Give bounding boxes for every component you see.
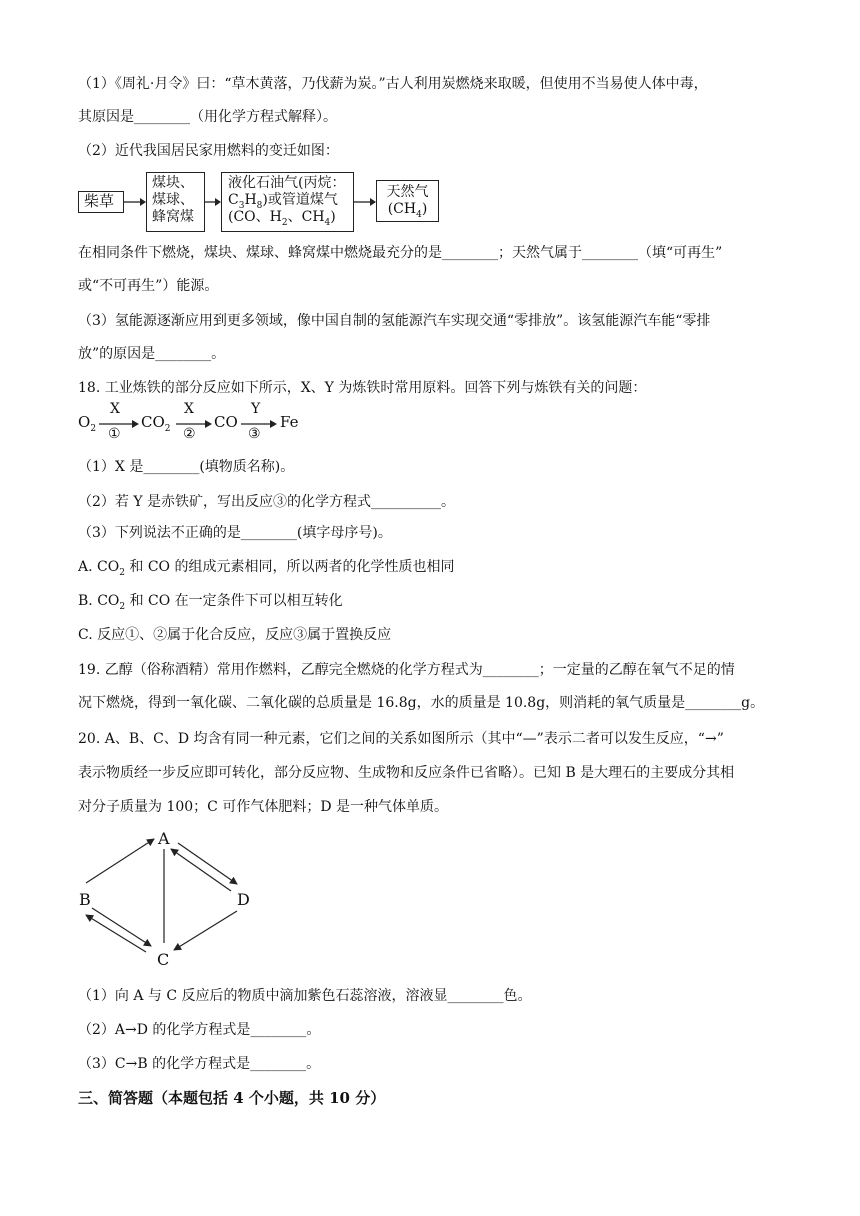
q20-part2: （2）A→D 的化学方程式是________。 — [78, 1022, 321, 1038]
q17-part3-line1: （3）氢能源逐渐应用到更多领域，像中国自制的氢能源汽车实现交通“零排放”。该氢能源汽车能“零排 — [78, 313, 711, 329]
q20-part3: （3）C→B 的化学方程式是________。 — [78, 1056, 321, 1072]
node-b: B — [79, 890, 91, 909]
q19-line1: 19. 乙醇（俗称酒精）常用作燃料，乙醇完全燃烧的化学方程式为________；一定量的乙醇在氧气不足的情 — [78, 662, 735, 678]
q18-part3: （3）下列说法不正确的是________(填字母序号)。 — [78, 525, 392, 541]
chain-x2: X — [184, 401, 194, 417]
q20-line3: 对分子质量为 100；C 可作气体肥料；D 是一种气体单质。 — [78, 799, 449, 815]
node-d: D — [237, 890, 250, 909]
chain-o2: $O_2$ — [78, 413, 97, 434]
q18-option-b: B. $CO_2$ 和 CO 在一定条件下可以相互转化 — [78, 593, 343, 612]
q18-option-a: A. $CO_2$ 和 CO 的组成元素相同，所以两者的化学性质也相同 — [78, 559, 455, 578]
q17-part2-line3: 或“不可再生”）能源。 — [78, 278, 219, 294]
coal-line-3: 蜂窝煤 — [152, 209, 194, 225]
q17-part3-line2: 放”的原因是________。 — [78, 346, 226, 362]
section-3-heading: 三、简答题（本题包括 4 个小题，共 10 分） — [78, 1089, 386, 1107]
chain-fe: Fe — [280, 413, 299, 431]
chain-y: Y — [251, 401, 261, 417]
chain-n1: ① — [108, 426, 121, 442]
chain-n2: ② — [183, 426, 196, 442]
chain-n3: ③ — [248, 426, 261, 442]
flow-arrow-1 — [124, 196, 146, 208]
flow-box-coal — [146, 172, 205, 232]
flow-box-lpg — [221, 172, 354, 232]
q18-stem: 18. 工业炼铁的部分反应如下所示，X、Y 为炼铁时常用原料。回答下列与炼铁有关的问题： — [78, 380, 647, 396]
flow-box-natural-gas — [376, 180, 439, 222]
coal-line-1: 煤块、 — [152, 175, 194, 191]
q18-option-c: C. 反应①、②属于化合反应，反应③属于置换反应 — [78, 627, 392, 643]
q17-part1-line1: （1）《周礼·月令》曰：“草木黄落，乃伐薪为炭。”古人利用炭燃烧来取暖，但使用不当易使人体中毒， — [78, 76, 708, 92]
q17-part1-line2: 其原因是________（用化学方程式解释）。 — [78, 109, 337, 125]
gas-line-2: $(CH_4)$ — [387, 201, 428, 220]
q18-part1: （1）X 是________(填物质名称)。 — [78, 459, 295, 475]
coal-line-2: 煤球、 — [152, 192, 194, 208]
lpg-line-3: (CO、$H_2$、$CH_4$) — [228, 209, 336, 228]
gas-line-1: 天然气 — [386, 184, 429, 200]
chain-co: CO — [214, 413, 238, 431]
flow-arrow-3 — [354, 196, 376, 208]
chain-x1: X — [110, 401, 120, 417]
flow-box-firewood: 柴草 — [78, 191, 124, 213]
q17-part2-line2: 在相同条件下燃烧，煤块、煤球、蜂窝煤中燃烧最充分的是________；天然气属于________（填“可再生” — [78, 245, 723, 261]
q20-line2: 表示物质经一步反应即可转化，部分反应物、生成物和反应条件已省略）。已知 B 是大理石的主要成分其相 — [78, 765, 735, 781]
chain-co2: $CO_2$ — [141, 413, 171, 434]
node-c: C — [157, 950, 170, 969]
lpg-line-1: 液化石油气(丙烷： — [228, 175, 346, 191]
q17-part2-intro: （2）近代我国居民家用燃料的变迁如图： — [78, 143, 339, 159]
lpg-line-2: $C_3H_8$)或管道煤气 — [228, 192, 338, 211]
q20-part1: （1）向 A 与 C 反应后的物质中滴加紫色石蕊溶液，溶液显________色。 — [78, 988, 532, 1004]
q20-line1: 20. A、B、C、D 均含有同一种元素，它们之间的关系如图所示（其中“—”表示二者可以发生反应，“→” — [78, 731, 724, 747]
q19-line2: 况下燃烧，得到一氧化碳、二氧化碳的总质量是 16.8g，水的质量是 10.8g，则消耗的氧气质量是________g。 — [78, 695, 765, 711]
q18-part2: （2）若 Y 是赤铁矿，写出反应③的化学方程式__________。 — [78, 494, 456, 510]
node-a: A — [158, 829, 170, 848]
flow-arrow-2 — [205, 196, 221, 208]
